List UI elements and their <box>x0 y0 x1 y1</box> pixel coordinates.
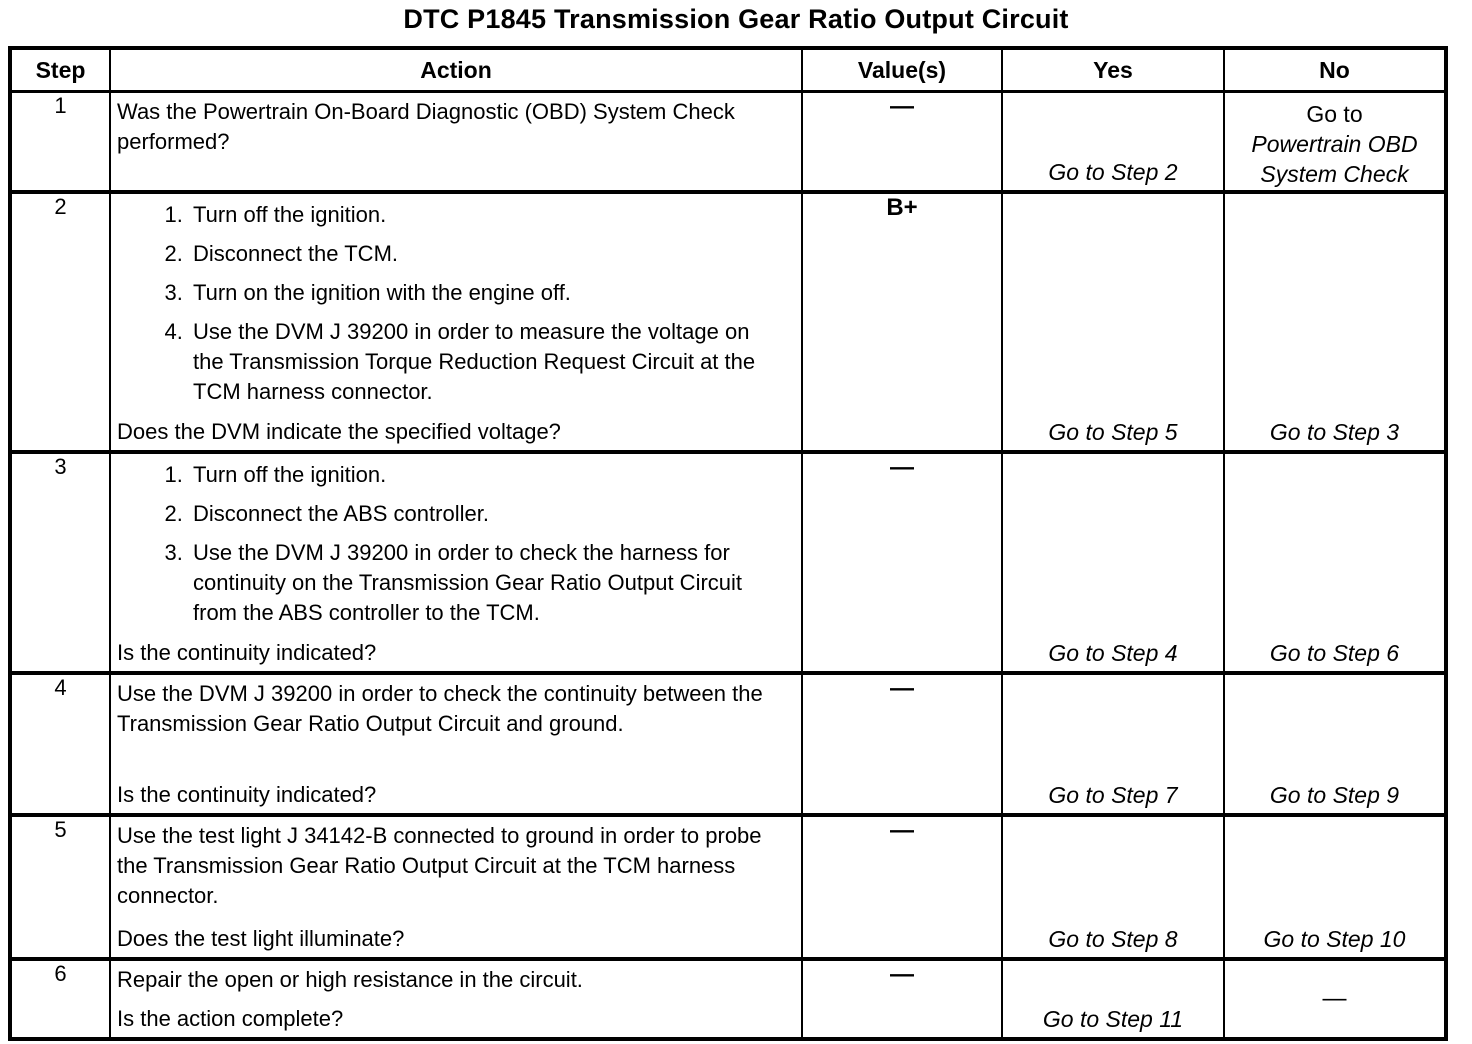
step-number: 6 <box>10 959 110 1039</box>
no-goto-link[interactable]: Go to Step 10 <box>1263 925 1406 952</box>
yes-cell <box>1002 92 1224 192</box>
action-step-item: 4. Use the DVM J 39200 in order to measure the voltage on the Transmission Torque Reduction Request Circuit at the TCM harness connector. <box>189 317 781 407</box>
action-cell <box>110 673 802 815</box>
header-values: Value(s) <box>802 48 1002 92</box>
action-text: Use the test light J 34142-B connected to ground in order to probe the Transmission Gear Ratio Output Circuit at the TCM harness connector. <box>117 822 762 908</box>
action-cell <box>110 192 802 452</box>
no-cell <box>1224 92 1446 192</box>
table-row <box>10 192 1446 452</box>
no-goto-link[interactable]: Go to Step 6 <box>1269 639 1400 666</box>
action-step-item: 2. Disconnect the TCM. <box>189 239 781 269</box>
diagnostic-table <box>8 46 1448 1041</box>
no-cell <box>1224 815 1446 959</box>
action-question: Does the DVM indicate the specified voltage? <box>117 418 561 444</box>
header-action: Action <box>110 48 802 92</box>
table-row <box>10 452 1446 673</box>
no-goto-link[interactable]: Go to Step 9 <box>1269 781 1400 808</box>
yes-goto-link[interactable]: Go to Step 5 <box>1048 418 1178 445</box>
value-cell: — <box>802 92 1002 192</box>
yes-goto-link[interactable]: Go to Step 8 <box>1048 925 1178 952</box>
yes-goto-link[interactable]: Go to Step 2 <box>1048 158 1178 185</box>
no-cell <box>1224 452 1446 673</box>
no-goto-prefix: Go to <box>1306 101 1363 127</box>
step-number: 3 <box>10 452 110 673</box>
step-number: 4 <box>10 673 110 815</box>
yes-goto-link[interactable]: Go to Step 7 <box>1048 781 1178 808</box>
no-cell <box>1224 192 1446 452</box>
no-goto-link[interactable]: Powertrain OBD System Check <box>1251 131 1418 187</box>
action-text: Use the DVM J 39200 in order to check the continuity between the Transmission Gear Ratio Output Circuit and ground. <box>117 680 763 736</box>
header-yes: Yes <box>1002 48 1224 92</box>
no-value: — <box>1322 984 1347 1012</box>
table-row <box>10 92 1446 192</box>
action-question: Is the continuity indicated? <box>117 781 377 807</box>
value-cell: — <box>802 452 1002 673</box>
table-row <box>10 673 1446 815</box>
value-cell: — <box>802 815 1002 959</box>
action-step-item: 3. Turn on the ignition with the engine off. <box>189 278 781 308</box>
action-text: Was the Powertrain On-Board Diagnostic (OBD) System Check performed? <box>117 99 735 154</box>
action-cell <box>110 959 802 1039</box>
yes-cell <box>1002 815 1224 959</box>
no-cell <box>1224 959 1446 1039</box>
step-number: 2 <box>10 192 110 452</box>
action-question: Is the continuity indicated? <box>117 639 377 665</box>
action-cell <box>110 92 802 192</box>
header-step: Step <box>10 48 110 92</box>
table-row <box>10 815 1446 959</box>
yes-goto-link[interactable]: Go to Step 4 <box>1048 639 1178 666</box>
yes-cell <box>1002 452 1224 673</box>
step-number: 1 <box>10 92 110 192</box>
value-cell: — <box>802 959 1002 1039</box>
action-steps-list <box>117 200 791 407</box>
page-title: DTC P1845 Transmission Gear Ratio Output Circuit <box>403 4 1069 34</box>
yes-cell <box>1002 192 1224 452</box>
action-question: Does the test light illuminate? <box>117 925 405 951</box>
step-number: 5 <box>10 815 110 959</box>
yes-cell <box>1002 959 1224 1039</box>
action-cell <box>110 452 802 673</box>
table-row <box>10 959 1446 1039</box>
action-step-item: 1. Turn off the ignition. <box>189 200 781 230</box>
action-question: Is the action complete? <box>117 1005 344 1031</box>
header-no: No <box>1224 48 1446 92</box>
action-step-item: 3. Use the DVM J 39200 in order to check the harness for continuity on the Transmission Gear Ratio Output Circuit from the ABS controller to the TCM. <box>189 538 781 628</box>
yes-goto-link[interactable]: Go to Step 11 <box>1042 1005 1184 1032</box>
no-goto-link[interactable]: Go to Step 3 <box>1269 418 1400 445</box>
no-cell <box>1224 673 1446 815</box>
value-cell: — <box>802 673 1002 815</box>
value-cell: B+ <box>802 192 1002 452</box>
action-steps-list <box>117 460 791 628</box>
action-text: Repair the open or high resistance in the circuit. <box>117 966 583 992</box>
action-cell <box>110 815 802 959</box>
header-row <box>10 48 1446 92</box>
action-step-item: 2. Disconnect the ABS controller. <box>189 499 781 529</box>
yes-cell <box>1002 673 1224 815</box>
action-step-item: 1. Turn off the ignition. <box>189 460 781 490</box>
